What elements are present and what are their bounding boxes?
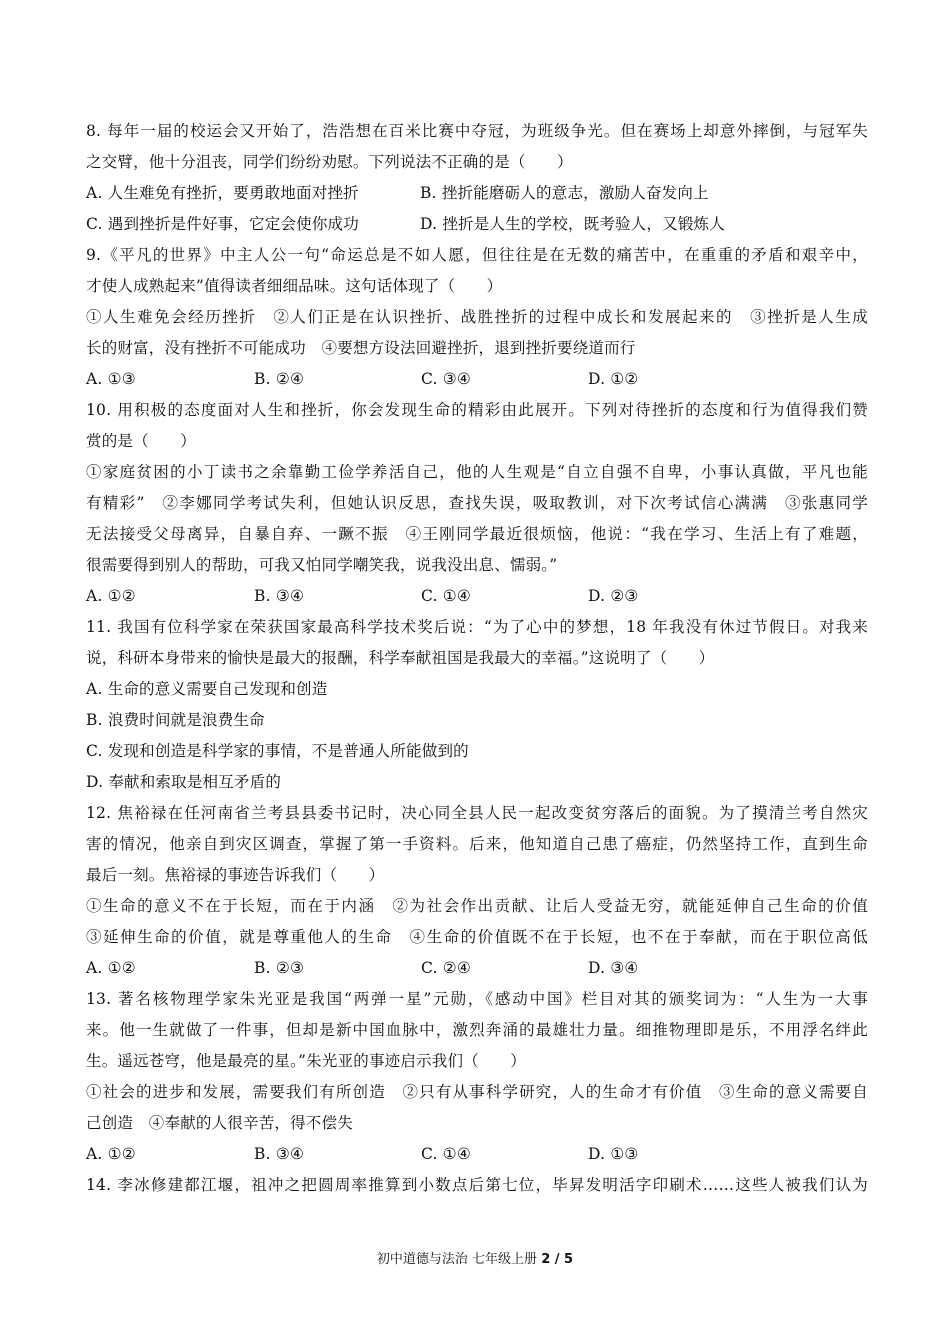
option-a: A. 人生难免有挫折，要勇敢地面对挫折 [86,184,359,202]
question-stem-line: 12. 焦裕禄在任河南省兰考县县委书记时，决心同全县人民一起改变贫穷落后的面貌。为了摸清兰考自然灾 [86,804,868,822]
option-a: A. ①② [86,1145,136,1163]
option-b: B. ③④ [254,1145,305,1163]
option-c: C. ①④ [421,587,471,605]
question-12 [86,798,868,984]
statement-line: ③延伸生命的价值，就是尊重他人的生命 ④生命的价值既不在于长短，也不在于奉献，而在于职位高低 [86,928,868,946]
question-stem-line: 最后一刻。焦裕禄的事迹告诉我们（ ） [86,866,385,884]
option-c: C. 遇到挫折是件好事，它定会使你成功 [86,215,359,233]
statement-line: 有精彩” ②李娜同学考试失利，但她认识反思，查找失误，吸取教训，对下次考试信心满满 ③张惠同学 [86,494,868,512]
option-row [86,364,868,395]
statement-line: ①社会的进步和发展，需要我们有所创造 ②只有从事科学研究，人的生命才有价值 ③生命的意义需要自 [86,1083,868,1101]
option-c: C. 发现和创造是科学家的事情，不是普通人所能做到的 [86,742,469,760]
option-c: C. ③④ [421,370,471,388]
option-row [86,178,868,209]
option-d: D. ①③ [588,1145,639,1163]
option-row [86,953,868,984]
option-b: B. 浪费时间就是浪费生命 [86,711,265,729]
question-stem-line: 才使人成熟起来”值得读者细细品味。这句话体现了（ ） [86,277,503,295]
question-stem-line: 说，科研本身带来的愉快是最大的报酬，科学奉献祖国是我最大的幸福。”这说明了（ ） [86,649,715,667]
option-a: A. ①③ [86,370,136,388]
option-b: B. 挫折能磨砺人的意志，激励人奋发向上 [420,184,709,202]
statement-line: 很需要得到别人的帮助，可我又怕同学嘲笑我，说我没出息、懦弱。” [86,556,558,574]
question-9 [86,240,868,395]
statement-line: 己创造 ④奉献的人很辛苦，得不偿失 [86,1114,353,1132]
option-a: A. 生命的意义需要自己发现和创造 [86,680,328,698]
question-stem-line: 13. 著名核物理学家朱光亚是我国“两弹一星”元勋，《感动中国》栏目对其的颁奖词为：“人生为一大事 [86,990,868,1008]
statement-line: ①家庭贫困的小丁读书之余靠勤工俭学养活自己，他的人生观是“自立自强不自卑，小事认真做，平凡也能 [86,463,868,481]
option-d: D. ②③ [588,587,639,605]
option-d: D. 挫折是人生的学校，既考验人，又锻炼人 [420,215,725,233]
statement-line: 无法接受父母离异，自暴自弃、一蹶不振 ④王刚同学最近很烦恼，他说：“我在学习、生活上有了难题， [86,525,868,543]
exam-page-content [86,116,868,1201]
question-stem-line: 11. 我国有位科学家在荣获国家最高科学技术奖后说：“为了心中的梦想，18 年我没有休过节假日。对我来 [86,618,868,636]
question-stem-line: 来。他一生就做了一件事，但却是新中国血脉中，激烈奔涌的最雄壮力量。细推物理即是乐，不用浮名绊此 [86,1021,868,1039]
page-number: 2 / 5 [541,1252,574,1267]
question-stem-line: 14. 李冰修建都江堰，祖冲之把圆周率推算到小数点后第七位，毕昇发明活字印刷术……这些人被我们认为 [86,1176,868,1194]
page-footer [0,1248,950,1267]
option-a: A. ①② [86,959,136,977]
footer-subject: 初中道德与法治 七年级上册 [376,1252,538,1267]
question-stem-line: 生。遥远苍穹，他是最亮的星。”朱光亚的事迹启示我们（ ） [86,1052,526,1070]
question-10 [86,395,868,612]
option-d: D. ③④ [588,959,639,977]
statement-line: ①生命的意义不在于长短，而在于内涵 ②为社会作出贡献、让后人受益无穷，就能延伸自己生命的价值 [86,897,868,915]
option-c: C. ②④ [421,959,471,977]
option-row [86,1139,868,1170]
question-stem-line: 9.《平凡的世界》中主人公一句“命运总是不如人愿，但往往是在无数的痛苦中，在重重的矛盾和艰辛中， [86,246,868,264]
option-b: B. ②④ [254,370,305,388]
question-8 [86,116,868,240]
question-stem-line: 10. 用积极的态度面对人生和挫折，你会发现生命的精彩由此展开。下列对待挫折的态度和行为值得我们赞 [86,401,868,419]
question-13 [86,984,868,1170]
question-stem-line: 赏的是（ ） [86,432,196,450]
question-stem-line: 8. 每年一届的校运会又开始了，浩浩想在百米比赛中夺冠，为班级争光。但在赛场上却意外摔倒，与冠军失 [86,122,868,140]
option-c: C. ①④ [421,1145,471,1163]
question-14 [86,1170,868,1201]
option-b: B. ③④ [254,587,305,605]
option-a: A. ①② [86,587,136,605]
option-row [86,209,868,240]
option-d: D. 奉献和索取是相互矛盾的 [86,773,282,791]
statement-line: 长的财富，没有挫折不可能成功 ④要想方设法回避挫折，退到挫折要绕道而行 [86,339,636,357]
question-11 [86,612,868,798]
question-stem-line: 害的情况，他亲自到灾区调查，掌握了第一手资料。后来，他知道自己患了癌症，仍然坚持工作，直到生命 [86,835,868,853]
option-d: D. ①② [588,370,639,388]
question-stem-line: 之交臂，他十分沮丧，同学们纷纷劝慰。下列说法不正确的是（ ） [86,153,573,171]
statement-line: ①人生难免会经历挫折 ②人们正是在认识挫折、战胜挫折的过程中成长和发展起来的 ③挫折是人生成 [86,308,868,326]
option-row [86,581,868,612]
option-b: B. ②③ [254,959,305,977]
